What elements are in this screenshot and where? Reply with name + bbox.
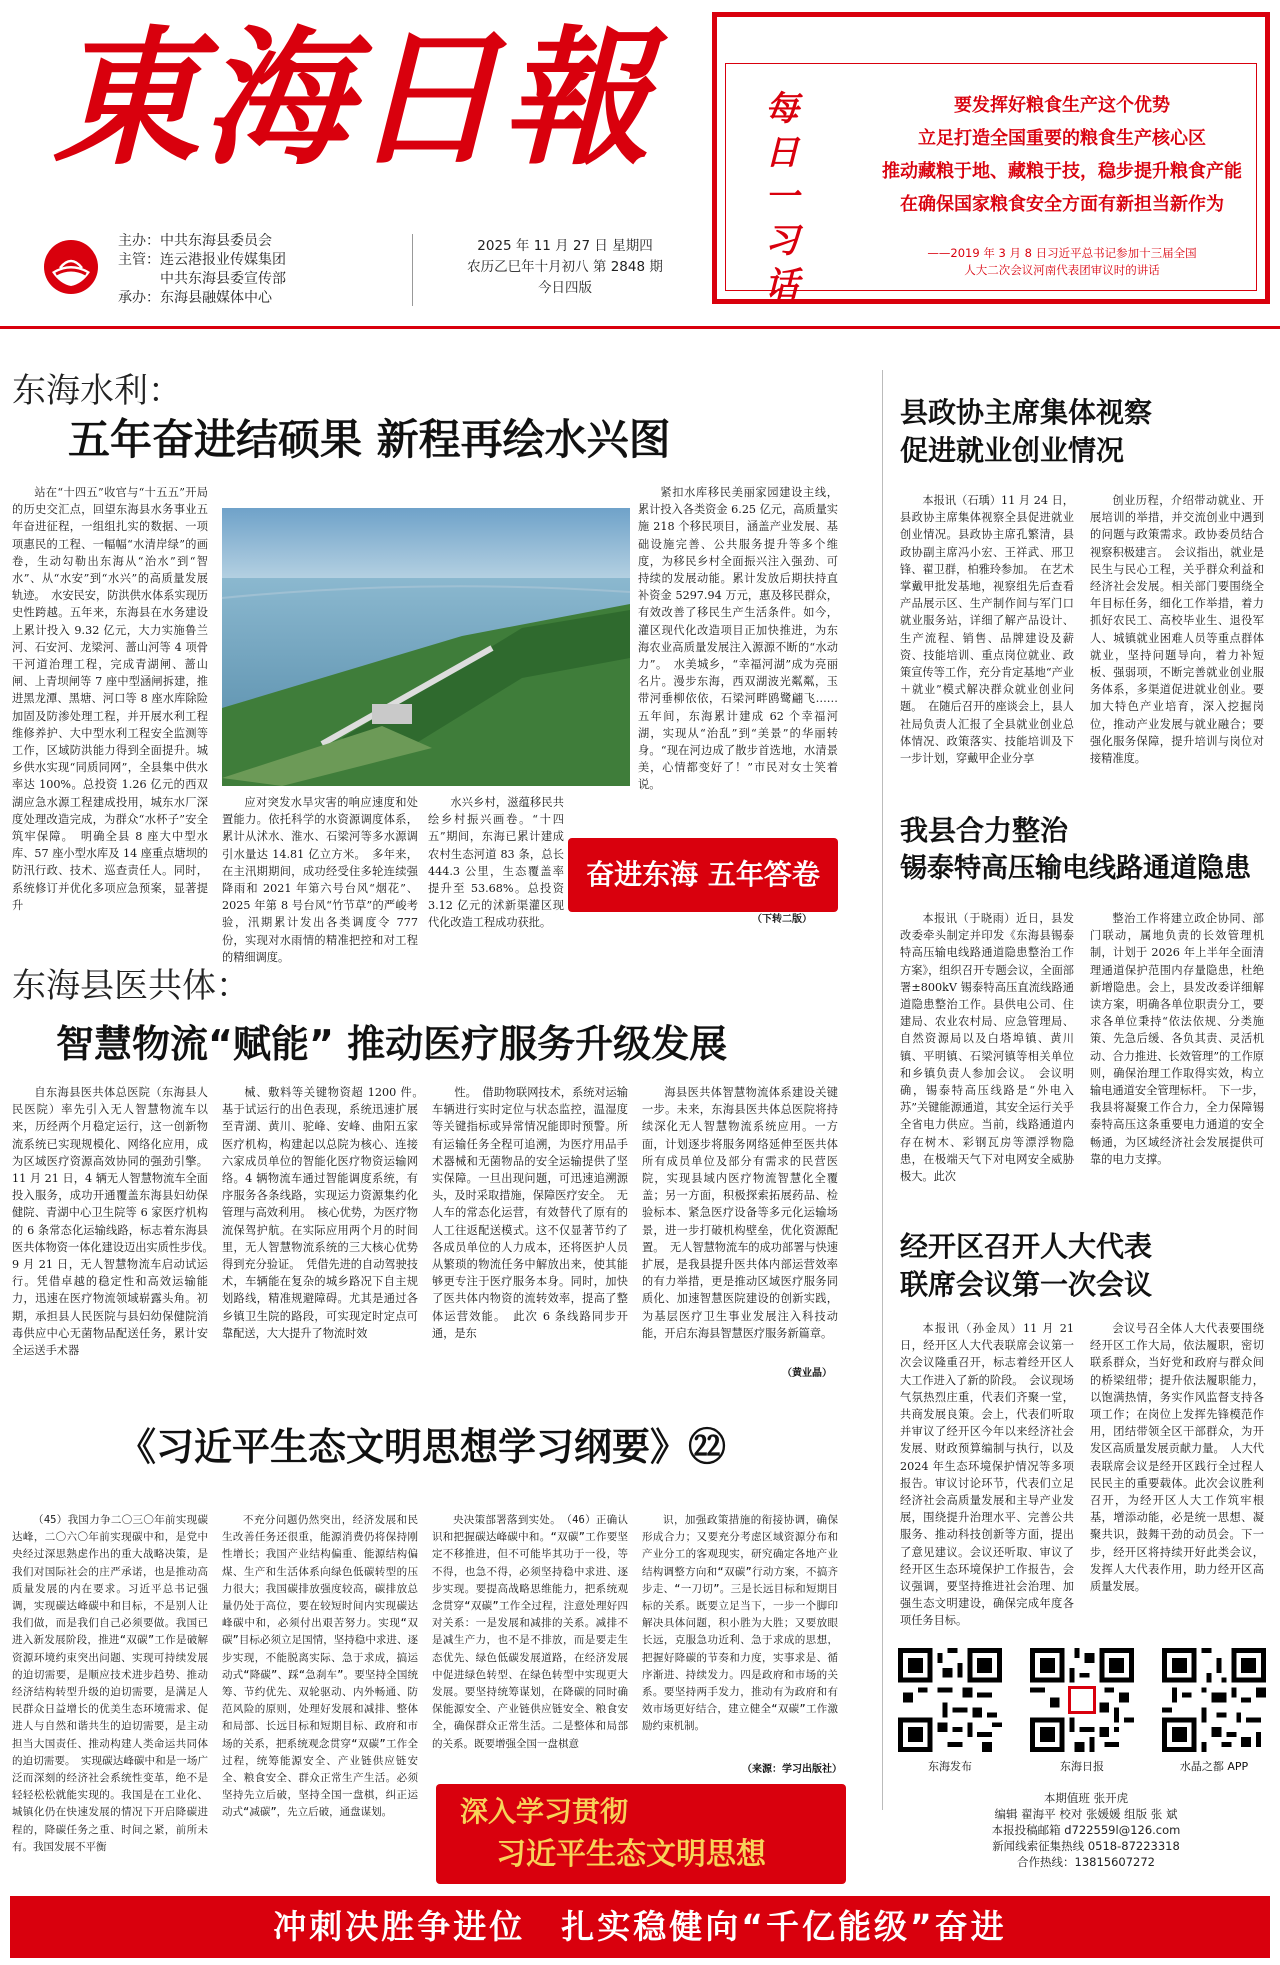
issue-lunar: 农历乙巳年十月初八 第 2848 期 xyxy=(467,259,663,275)
masthead-bottom-rule xyxy=(0,326,1280,329)
qr-code-label: 东海发布 xyxy=(928,1760,972,1773)
article-cppcc xyxy=(896,394,1274,794)
article-column: 海县医共体智慧物流体系建设关键一步。未来，东海县医共体总医院将持续深化无人智慧物流系统应用。一方面，计划逐步将服务网络延伸至医共体所有成员单位及部分有需求的民营医院，实现县域内医疗物流智慧化全覆盖；另一方面，积极探索拓展药品、检验标本、紧急医疗设备等多元化运输场景，进一步打破机构壁垒，优化资源配置。 无人智慧物流车的成功部署与快速扩展，是我县提升医共体内部运营效率的有力举措，更是推动区域医疗服务同质化、加速智慧医院建设的创新实践，为基层医疗卫生事业发展注入科技动能，开启东海县智慧医疗服务新篇章。 xyxy=(642,1086,838,1340)
reservoir-photo xyxy=(222,508,630,786)
article-npc xyxy=(896,1228,1274,1628)
issue-pages: 今日四版 xyxy=(538,280,592,296)
footer-slogan-bar xyxy=(10,1896,1270,1958)
footer-slogan: 冲刺决胜争进位 扎实稳健向“千亿能级”奋进 xyxy=(273,1907,1007,1946)
article-headline: 联席会议第一次会议 xyxy=(900,1268,1153,1301)
article-column: 站在“十四五”收官与“十五五”开局的历史交汇点，回望东海县水务事业五年奋进征程，一组组扎实的数据、一项项惠民的工程、一幅幅“水清岸绿”的画卷，生动勾勒出东海从“治水”到“智水”、从“水安”到“水兴”的高质量发展轨迹。 水安民安，防洪供水体系实现历史性跨越。五年来，东海县在水务建设上累计投入 9.32 亿元，大力实施鲁兰河、石安河、龙梁河、蔷山河等 4 项骨干河道治理工程，完成青湖闸、蔷山闸、上青坝闸等 7 座中型涵闸拆建，推进黑龙潭、黑塘、河口等 8 座水库除险加固及防渗处理工程，并开展水利工程维修养护、大中型水利工程安全监测等工作，区域防洪能力得到全面提升。城乡供水实现“同质同网”，全县集中供水率达 100%。总投资 1.26 亿元的西双湖应急水源工程建成投用，城东水厂深度处理改造完成，为群众“水杯子”安全筑牢保障。 明确全县 8 座大中型水库、57 座小型水库及 14 座重点塘坝的防汛行政、技术、巡查责任人。同时，系统修订并优化多项应急预案，显著提升 xyxy=(12,486,208,912)
article-headline: 县政协主席集体视察 xyxy=(900,396,1153,429)
quote-line: 立足打造全国重要的粮食生产核心区 xyxy=(918,128,1206,149)
qr-code-label: 东海日报 xyxy=(1060,1760,1104,1773)
staff-line: 编辑 翟海平 校对 张媛媛 组版 张 斌 xyxy=(994,1807,1178,1821)
article-column: 应对突发水旱灾害的响应速度和处置能力。依托科学的水资源调度体系，累计从沭水、淮水、石梁河等多水源调引水量达 14.81 亿立方米。 多年来，在主汛期期间，成功经受住多轮连续强降雨和 2021 年第六号台风“烟花”、2025 年第 8 号台风“竹节草”的严峻考验，汛期累计发出各类调度令 777 份，实现对水雨情的精准把控和对工程的精细调度。 xyxy=(222,796,418,964)
byline: （黄业晶） xyxy=(782,1368,832,1379)
article-column: 央决策部署落到实处。 （46）正确认识和把握碳达峰碳中和。“双碳”工作要坚定不移推进，但不可能毕其功于一役，等不得，也急不得，必须坚持稳中求进、逐步实现。要提高战略思维能力，把系统观念贯穿“双碳”工作全过程，注意处理好四对关系：一是发展和减排的关系。减排不是减生产力，也不是不排放，而是要走生态优先、绿色低碳发展道路，在经济发展中促进绿色转型、在绿色转型中实现更大发展。要坚持统筹谋划，在降碳的同时确保能源安全、产业链供应链安全、粮食安全，确保群众正常生活。二是整体和局部的关系。既要增强全国一盘棋意 xyxy=(432,1514,628,1750)
quote-line: 要发挥好粮食生产这个优势 xyxy=(954,95,1170,116)
banner-study xyxy=(436,1784,846,1884)
article-column: 本报讯（石瑀）11 月 24 日，县政协主席集体视察全县促进就业创业情况。县政协主席孔繁清，县政协副主席冯小宏、王祥武、邢卫锋、翟卫群，柏雅玲参加。 在艺术掌戴甲批发基地，视察组先后查看产品展示区、生产制作间与军门口就业服务站，详细了解产品设计、生产流程、销售、品牌建设及薪资、技能培训、重点岗位就业、政策宣传等工作，充分肯定基地“产业＋就业”模式解决群众就业创业问题。 在随后召开的座谈会上，县人社局负责人汇报了全县就业创业总体情况、政策落实、技能培训及下一步计划，穿戴甲企业分享 xyxy=(900,494,1074,766)
qr-code[interactable] xyxy=(1030,1648,1140,1773)
article-column: 械、敷料等关键物资超 1200 件。 基于试运行的出色表现，系统迅速扩展至青湖、黄川、驼峰、安峰、曲阳五家医疗机构，构建起以总院为核心、连接六家成员单位的智能化医疗物资运输网络。4 辆物流车通过智能调度系统，有序服务各条线路，实现运力资源集约化管理与高效利用。 核心优势，为医疗物流保驾护航。在实际应用两个月的时间里，无人智慧物流系统的三大核心优势得到充分验证。 凭借先进的自动驾驶技术，车辆能在复杂的城乡路况下自主规划路线，精准规避障碍。尤其是通过各乡镇卫生院的路段，可实现定时定点可靠配送，大大提升了物流时效 xyxy=(222,1086,430,1340)
qr-code[interactable] xyxy=(1162,1648,1272,1773)
issue-date: 2025 年 11 月 27 日 星期四 xyxy=(477,238,653,254)
banner-text: 奋进东海 五年答卷 xyxy=(586,858,820,891)
article-column: 自东海县医共体总医院（东海县人民医院）率先引入无人智慧物流车以来，历经两个月稳定运行，这一创新物流系统已实现规模化、网络化应用，成为区域医疗资源高效协同的强劲引擎。11 月 21 日，4 辆无人智慧物流车全面投入服务，成功开通覆盖东海县妇幼保健院、青湖中心卫生院等 6 家医疗机构的 6 条常态化运输线路，标志着东海县医共体物资一体化建设迈出实质性步伐。 9 月 21 日，无人智慧物流车启动试运行。凭借卓越的稳定性和高效运输能力，迅速在医疗物流领域崭露头角。初期，承担县人民医院与县妇幼保健院消毒供应中心无菌物品配送任务，累计安全运送手术器 xyxy=(12,1086,220,1358)
article-headline: 经开区召开人大代表 xyxy=(900,1230,1153,1263)
article-column: 整治工作将建立政企协同、部门联动，属地负责的长效管理机制，计划于 2026 年上半年全面清理通道保护范围内存量隐患，杜绝新增隐患。会上，县发改委详细解读方案，明确各单位职责分工，要求各单位秉持“依法依规、分类施策、先急后缓、各负其责、灵活机动、合力推进、长效管理”的工作原则，确保治理工作取得实效，构立输电通道安全管理标杆。 下一步，我县将凝聚工作合力，全力保障锡泰特高压这条重要电力通道的安全畅通，为区域经济社会发展提供可靠的电力支撑。 xyxy=(1090,912,1264,1166)
issue-info xyxy=(430,236,700,299)
article-water xyxy=(8,370,878,964)
article-column: 不充分问题仍然突出，经济发展和民生改善任务还很重，能源消费仍将保持刚性增长；我国产业结构偏重、能源结构偏煤、生产和生活体系向绿色低碳转型的压力很大；我国碳排放强度较高，碳排放总量仍处于高位，要在较短时间内实现碳达峰碳中和，必须付出艰苦努力。实现“双碳”目标必须立足国情，坚持稳中求进、逐步实现，不能脱离实际、急于求成，搞运动式“降碳”、踩“急刹车”。要坚持全国统筹、节约优先、双轮驱动、内外畅通、防范风险的原则，处理好发展和减排、整体和局部、长远目标和短期目标、政府和市场的关系，把系统观念贯穿“双碳”工作全过程，统筹能源安全、产业链供应链安全、粮食安全、群众正常生产生活。必须坚持先立后破，坚持全国一盘棋，纠正运动式“减碳”，先立后破，通盘谋划。 xyxy=(222,1514,418,1819)
source-note: （来源：学习出版社） xyxy=(742,1764,842,1775)
daily-quote-box xyxy=(712,12,1270,304)
daily-quote-label: 每日一习话 xyxy=(765,89,799,305)
publisher-line: 中共东海县委宣传部 xyxy=(118,271,286,287)
staff-box xyxy=(898,1790,1274,1870)
article-column: （45）我国力争二〇三〇年前实现碳达峰，二〇六〇年前实现碳中和，是党中央经过深思熟虑作出的重大战略决策，是我们对国际社会的庄严承诺，也是推动高质量发展的内在要求。习近平总书记强调，实现碳达峰碳中和目标，不是别人让我们做，而是我们自己必须要做。我国已进入新发展阶段，推进“双碳”工作是破解资源环境约束突出问题、实现可持续发展的迫切需要，是顺应技术进步趋势、推动经济结构转型升级的迫切需要，是满足人民群众日益增长的优美生态环境需求、促进人与自然和谐共生的迫切需要，是主动担当大国责任、推动构建人类命运共同体的迫切需要。 实现碳达峰碳中和是一场广泛而深刻的经济社会系统性变革，绝不是轻轻松松就能实现的。我国是在工业化、城镇化仍在快速发展的情况下开启降碳进程的，降碳任务之重、时间之紧，前所未有。我国发展不平衡 xyxy=(12,1514,208,1853)
article-column: 本报讯（孙金凤）11 月 21 日，经开区人大代表联席会议第一次会议隆重召开，标志着经开区人大工作进入了新的阶段。 会议现场气氛热烈庄重，代表们齐聚一堂，共商发展良策。会上，代表们听取并审议了经开区今年以来经济社会发展、财政预算编制与执行，以及 2024 年生态环境保护情况等多项报告。审议讨论环节，代表们立足经济社会高质量发展和主导产业发展，围绕提升治理水平、完善公共服务、推动科技创新等方面，提出了意见建议。会议还听取、审议了经开区生态环境保护工作报告，会议强调，要坚持推进社会治理、加强生态文明建设，确保完成年度各项任务目标。 xyxy=(900,1322,1074,1628)
article-column: 本报讯（于晓雨）近日，县发改委牵头制定并印发《东海县锡泰特高压输电线路通道隐患整治工作方案》，组织召开专题会议，全面部署±800kV 锡泰特高压直流线路通道隐患整治工作。县供电公司、住建局、农业农村局、应急管理局、自然资源局以及白塔埠镇、黄川镇、平明镇、石梁河镇等相关单位和乡镇负责人参加会议。 会议明确，锡泰特高压线路是“外电入苏”关键能源通道，其安全运行关乎全省电力供应。当前，线路通道内存在树木、彩钢瓦房等漂浮物隐患，在极端天气下对电网安全威胁极大。此次 xyxy=(900,912,1074,1184)
article-column: 识，加强政策措施的衔接协调，确保形成合力；又要充分考虑区域资源分布和产业分工的客观现实，研究确定各地产业结构调整方向和“双碳”行动方案，不搞齐步走、“一刀切”。三是长远目标和短期目标的关系。既要立足当下，一步一个脚印解决具体问题，积小胜为大胜；又要放眼长远，克服急功近利、急于求成的思想，把握好降碳的节奏和力度，实事求是、循序渐进、持续发力。四是政府和市场的关系。要坚持两手发力，推动有为政府和有效市场更好结合，建立健全“双碳”工作激励约束机制。 xyxy=(642,1514,838,1733)
article-headline: 五年奋进结硕果 新程再绘水兴图 xyxy=(68,415,671,464)
article-study xyxy=(8,1400,878,1890)
article-power xyxy=(896,812,1274,1212)
column-divider xyxy=(882,370,883,1810)
quote-source-line: ——2019 年 3 月 8 日习近平总书记参加十三届全国 xyxy=(927,246,1197,260)
masthead-divider xyxy=(412,234,413,306)
staff-line: 本报投稿邮箱 d722559l@126.com xyxy=(991,1823,1181,1837)
article-column: 创业历程，介绍带动就业、开展培训的举措，并交流创业中遇到的问题与政策需求。政协委员结合视察积极建言。 会议指出，就业是民生与民心工程，关乎群众利益和经济社会发展。相关部门要围绕全年目标任务，细化工作举措，着力抓好农民工、高校毕业生、退役军人、城镇就业困难人员等重点群体就业，坚持问题导向，着力补短板、强弱项，不断完善就业创业服务体系，多渠道促进就业创业。要加大特色产业培育，深入挖掘岗位，推动产业发展与就业融合；要强化服务保障，提升培训与岗位对接精准度。 xyxy=(1090,494,1264,766)
article-column: 性。 借助物联网技术，系统对运输车辆进行实时定位与状态监控，温湿度等关键指标或异常情况能即时预警。所有运输任务全程可追溯，为医疗用品手术器械和无菌物品的安全运输提供了坚实保障。一旦出现问题，可迅速追溯源头，及时采取措施，保障医疗安全。 无人车的常态化运营，有效替代了原有的人工往返配送模式。这不仅显著节约了各成员单位的人力成本，还将医护人员从繁琐的物流任务中解放出来，使其能够更专注于医疗服务本身。同时，加快了医共体内物资的流转效率，提高了整体运营效能。 此次 6 条线路同步开通，是东 xyxy=(432,1086,628,1340)
publisher-line: 主管：连云港报业传媒集团 xyxy=(118,252,286,268)
article-column: 会议号召全体人大代表要围绕经开区工作大局，依法履职，密切联系群众，当好党和政府与群众间的桥梁纽带；提升依法履职能力，以饱满热情，务实作风监督支持各项工作；在岗位上发挥先锋模范作用，团结带领全区干部群众，为开发区高质量发展贡献力量。 人大代表联席会议是经开区践行全过程人民民主的重要载体。此次会议胜利召开，为经开区人大工作筑牢根基，增添动能，必是统一思想、凝聚共识，鼓舞干劲的动员会。下一步，经开区将持续开好此类会议，发挥人大代表作用，助力经开区高质量发展。 xyxy=(1090,1322,1264,1594)
daily-quote-text xyxy=(867,89,1257,221)
banner-five-years xyxy=(568,838,838,912)
qr-code-label: 水晶之都 APP xyxy=(1179,1760,1249,1773)
staff-line: 新闻线索征集热线 0518-87223318 xyxy=(992,1839,1180,1853)
daily-quote-source xyxy=(867,245,1257,279)
quote-line: 在确保国家粮食安全方面有新担当新作为 xyxy=(900,194,1224,215)
article-column: 紧扣水库移民美丽家园建设主线，累计投入各类资金 6.25 亿元，高质量实施 218 个移民项目，涵盖产业发展、基础设施完善、公共服务提升等多个维度，为移民乡村全面振兴注入强劲、可持续的发展动能。累计发放后期扶持直补资金 5297.94 万元，惠及移民群众，有效改善了移民生产生活条件。如今，灌区现代化改造项目正加快推进，为东海农业高质量发展注入源源不断的“水动力”。 水美城乡，“幸福河湖”成为亮丽名片。漫步东海，西双湖波光粼粼，玉带河垂柳依依，石梁河畔鸥鹭翩飞……五年间，东海累计建成 62 个幸福河湖，实现从“治乱”到“美景”的华丽转身。“现在河边成了散步首选地，水清景美，心情都变好了！”市民对女士笑着说。 xyxy=(638,486,838,792)
article-headline: 锡泰特高压输电线路通道隐患 xyxy=(900,853,1251,884)
article-headline: 智慧物流“赋能” 推动医疗服务升级发展 xyxy=(56,1022,728,1066)
staff-line: 本期值班 张开虎 xyxy=(1043,1791,1129,1805)
article-headline: 我县合力整治 xyxy=(900,814,1069,847)
banner-line: 习近平生态文明思想 xyxy=(496,1837,766,1872)
quote-source-line: 人大二次会议河南代表团审议时的讲话 xyxy=(964,263,1160,277)
article-kicker: 东海县医共体： xyxy=(12,966,250,1006)
masthead xyxy=(0,0,1280,330)
publisher-info xyxy=(118,232,378,308)
article-headline: 《习近平生态文明思想学习纲要》㉒ xyxy=(118,1425,727,1469)
staff-line: 合作热线：13815607272 xyxy=(1017,1855,1155,1869)
quote-line: 推动藏粮于地、藏粮于技，稳步提升粮食产能 xyxy=(882,161,1242,182)
qr-code-row xyxy=(898,1648,1274,1773)
qr-code[interactable] xyxy=(898,1648,1008,1773)
article-kicker: 东海水利： xyxy=(12,371,182,411)
article-medical xyxy=(8,964,878,1384)
masthead-title: 東海日報 xyxy=(52,11,652,185)
publisher-line: 主办：中共东海县委员会 xyxy=(118,233,272,249)
publisher-line: 承办：东海县融媒体中心 xyxy=(118,290,272,306)
article-column: 水兴乡村，滋蕴移民共绘乡村振兴画卷。“十四五”期间，东海已累计建成农村生态河道 83 条，总长 444.3 公里，生态覆盖率提升至 53.68%。总投资 3.12 亿元的沭新渠灌区现代化改造工程成功获批。 xyxy=(428,796,564,930)
continued-note: （下转二版） xyxy=(752,914,812,925)
banner-line: 深入学习贯彻 xyxy=(460,1795,629,1828)
article-headline: 促进就业创业情况 xyxy=(900,434,1125,467)
newspaper-logo xyxy=(42,238,100,296)
